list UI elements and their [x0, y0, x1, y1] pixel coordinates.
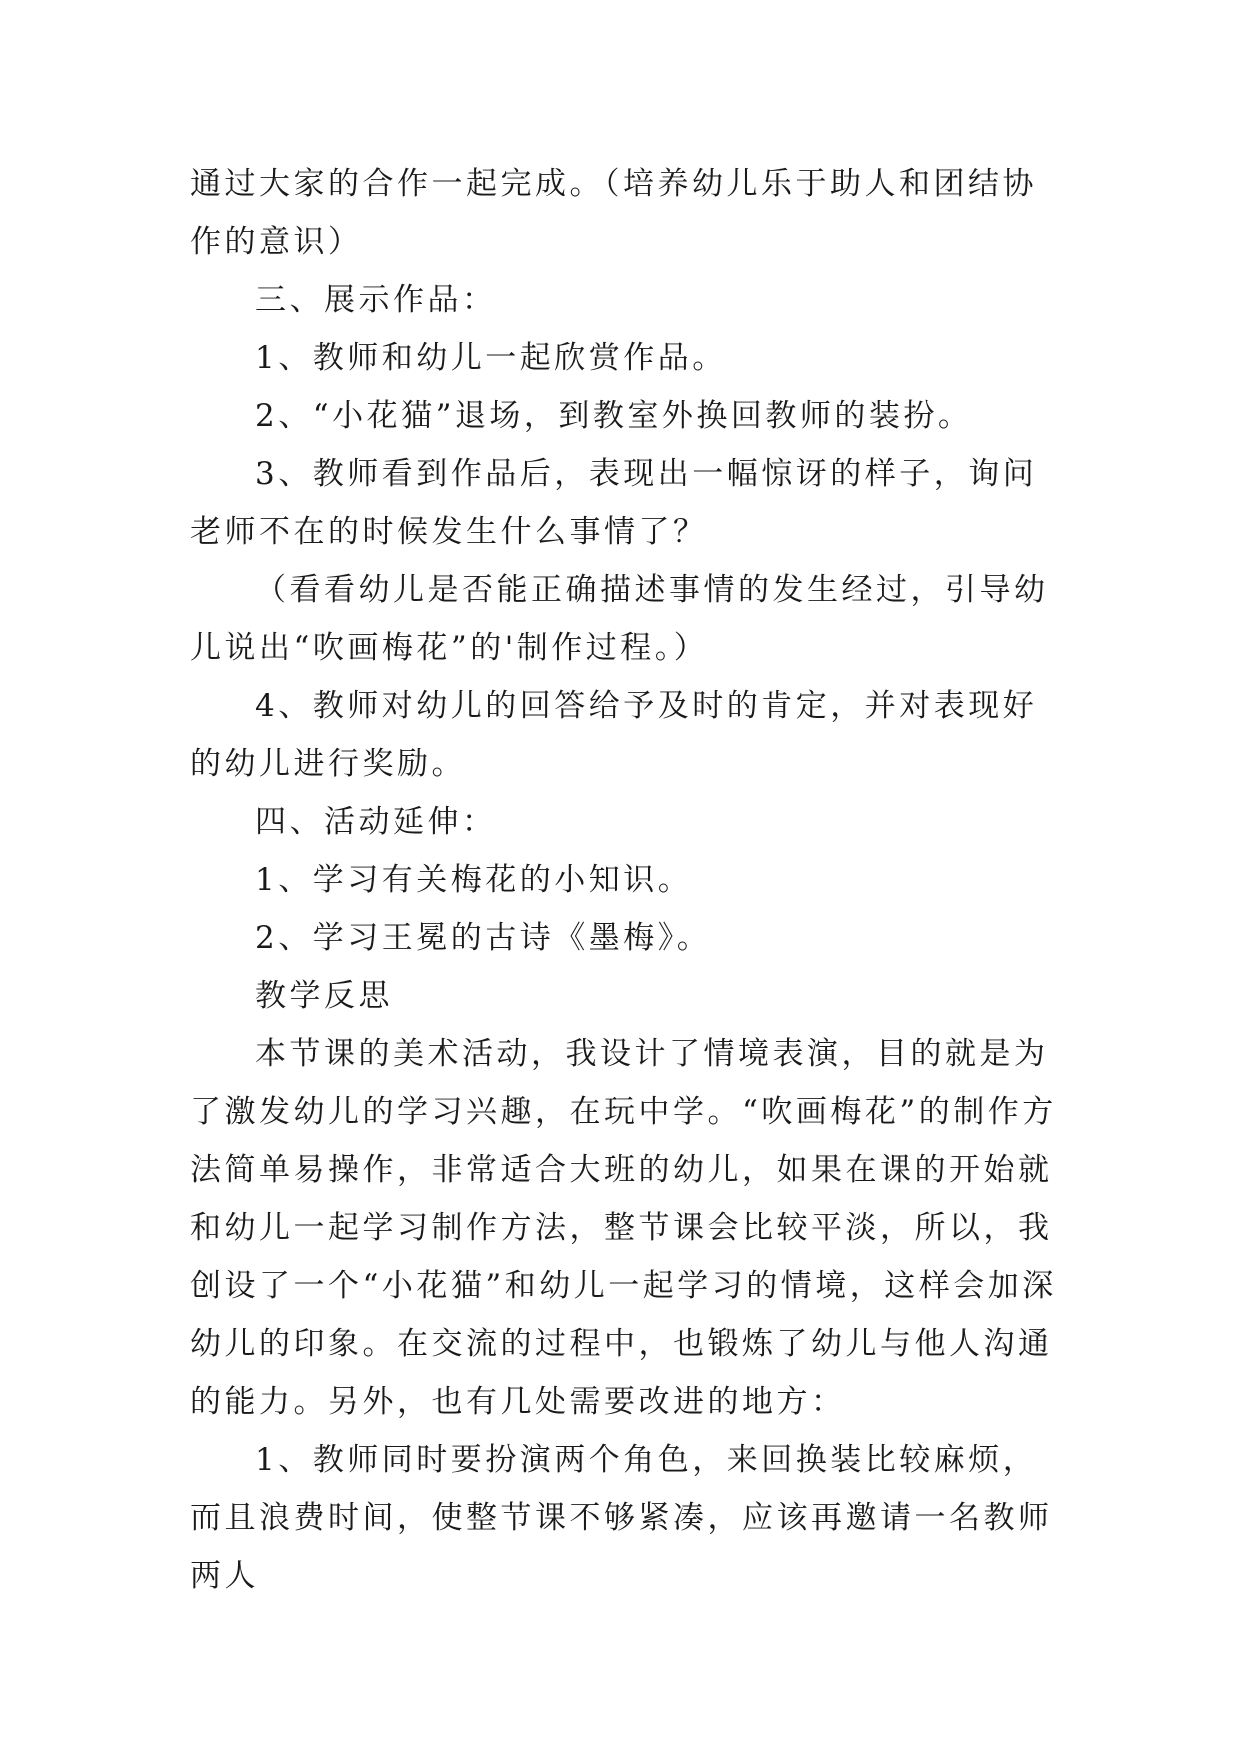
paragraph-12: 本节课的美术活动，我设计了情境表演，目的就是为了激发幼儿的学习兴趣，在玩中学。“吹画梅花”的制作方法简单易操作，非常适合大班的幼儿，如果在课的开始就和幼儿一起学习制作方法，整节课会比较平淡，所以，我创设了一个“小花猫”和幼儿一起学习的情境，这样会加深幼儿的印象。在交流的过程中，也锻炼了幼儿与他人沟通的能力。另外，也有几处需要改进的地方：: [190, 1036, 1057, 1420]
paragraph-11-heading: 教学反思: [255, 978, 393, 1014]
paragraph-13: 1、教师同时要扮演两个角色，来回换装比较麻烦，而且浪费时间，使整节课不够紧凑，应该再邀请一名教师两人: [190, 1442, 1053, 1594]
paragraph-9: 1、学习有关梅花的小知识。: [255, 862, 693, 898]
paragraph-5: 3、教师看到作品后，表现出一幅惊讶的样子，询问老师不在的时候发生什么事情了？: [190, 456, 1038, 550]
paragraph-10: 2、学习王冕的古诗《墨梅》。: [255, 920, 712, 956]
paragraph-1: 通过大家的合作一起完成。（培养幼儿乐于助人和团结协作的意识）: [190, 166, 1037, 260]
paragraph-7: 4、教师对幼儿的回答给予及时的肯定，并对表现好的幼儿进行奖励。: [190, 688, 1038, 782]
paragraph-6: （看看幼儿是否能正确描述事情的发生经过，引导幼儿说出“吹画梅花”的'制作过程。）: [190, 572, 1049, 666]
document-body: [190, 155, 1060, 1605]
paragraph-2-section-heading: 三、展示作品：: [255, 282, 497, 318]
paragraph-3: 1、教师和幼儿一起欣赏作品。: [255, 340, 727, 376]
paragraph-8-section-heading: 四、活动延伸：: [255, 804, 497, 840]
paragraph-4: 2、“小花猫”退场，到教室外换回教师的装扮。: [255, 398, 973, 434]
